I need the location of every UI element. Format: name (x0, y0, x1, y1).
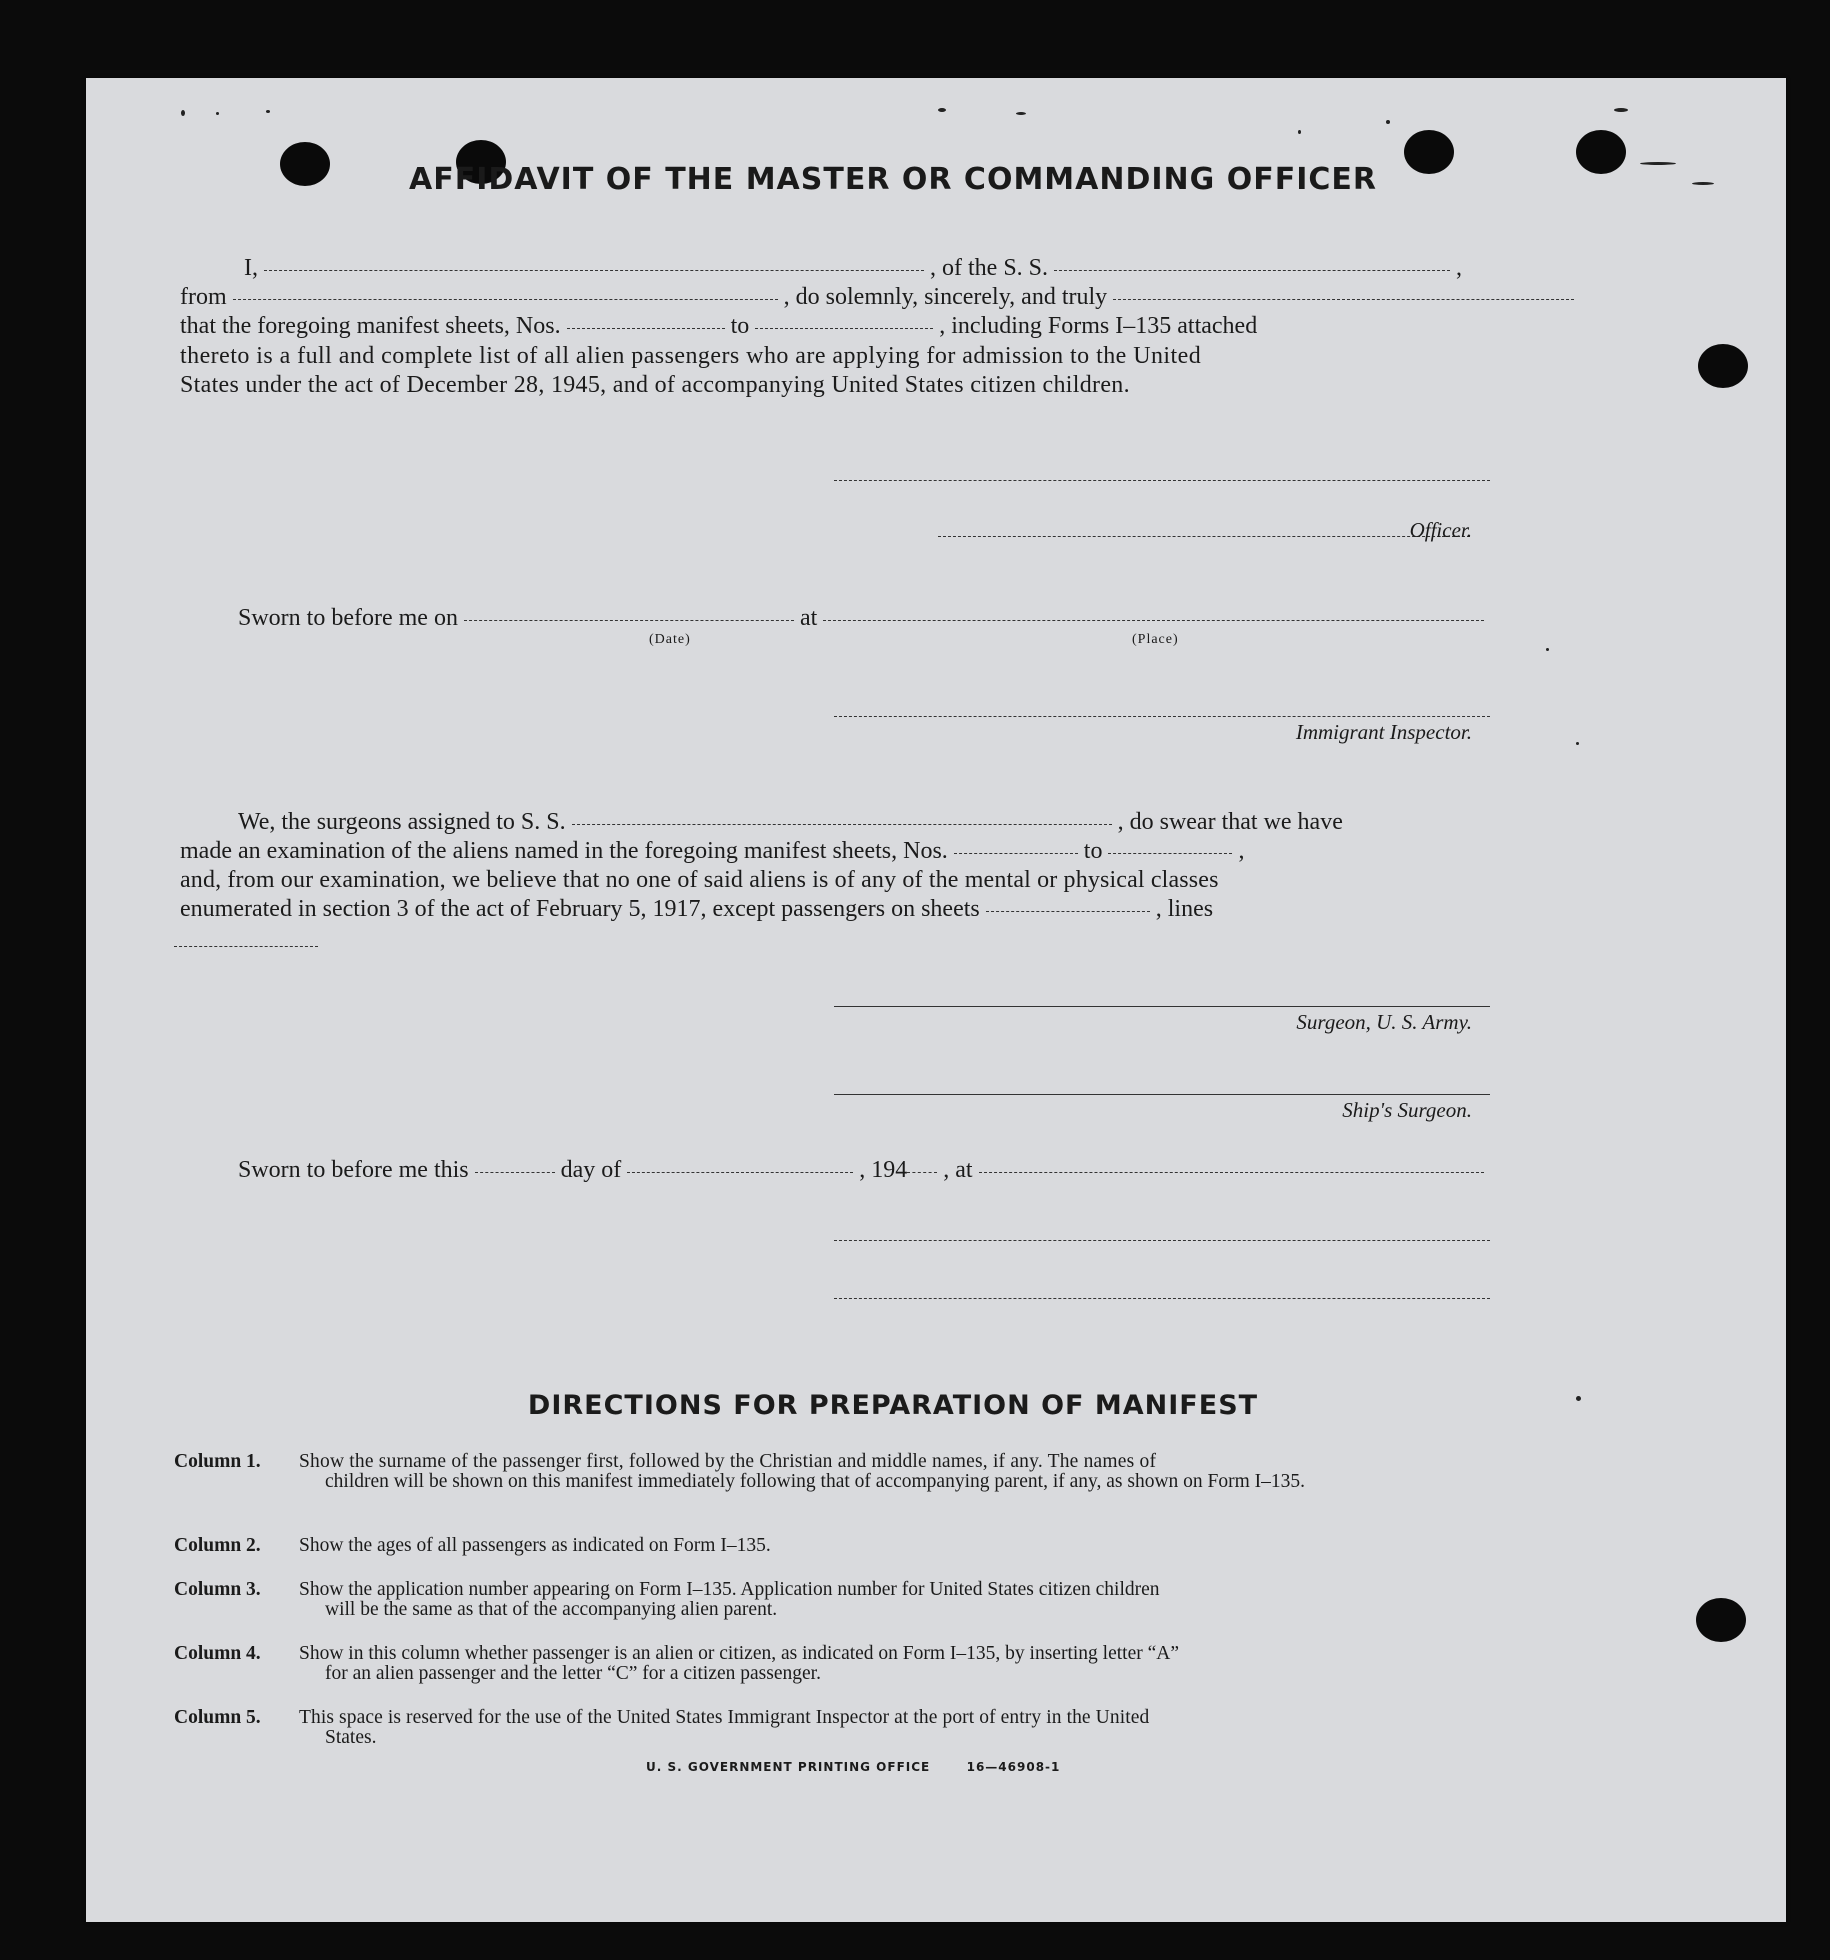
affidavit-line-2: from , do solemnly, sincerely, and truly (180, 283, 1580, 312)
affidavit-line-5: States under the act of December 28, 1945, and of accompanying United States citizen children. (180, 372, 1130, 398)
date-label: (Date) (649, 632, 691, 647)
affidavit-line-4: thereto is a full and complete list of all alien passengers who are applying for admission to the United (180, 343, 1202, 369)
swear-or-affirm-field[interactable] (1113, 299, 1574, 300)
direction-column-3: Column 3. Show the application number appearing on Form I–135. Application number for United States citizen children will be the same as that of the accompanying alien parent. (174, 1579, 1160, 1620)
officer-label: Officer. (1409, 518, 1472, 542)
affidavit-title: AFFIDAVIT OF THE MASTER OR COMMANDING OFFICER (409, 162, 1377, 197)
except-lines-field[interactable] (174, 946, 318, 947)
surgeon-line-3: and, from our examination, we believe that no one of said aliens is of any of the mental or physical classes (180, 867, 1219, 893)
officiant-signature-line[interactable] (834, 1240, 1490, 1241)
sheets-to-field[interactable] (755, 328, 933, 329)
inspector-signature-line[interactable] (834, 716, 1490, 717)
officiant-title-line[interactable] (834, 1298, 1490, 1299)
direction-column-4: Column 4. Show in this column whether passenger is an alien or citizen, as indicated on Form I–135, by inserting letter “A” for an alien passenger and the letter “C” for a citizen passenger. (174, 1643, 1179, 1684)
sheets-from-field[interactable] (567, 328, 725, 329)
sworn-year-field[interactable] (907, 1172, 937, 1173)
surgeon-sheets-to-field[interactable] (1108, 853, 1232, 854)
direction-column-1: Column 1. Show the surname of the passenger first, followed by the Christian and middle names, if any. The names of children will be shown on this manifest immediately following that of accompanying parent, if any, as shown on Form I–135. (174, 1451, 1306, 1492)
ship-name-field[interactable] (1054, 270, 1450, 271)
place-label: (Place) (1132, 632, 1179, 647)
form-code: 16—46908-1 (966, 1760, 1061, 1774)
affidavit-line-1: I, , of the S. S. , (244, 255, 1463, 281)
sworn2-place-field[interactable] (979, 1172, 1484, 1173)
sworn-date-field[interactable] (464, 620, 794, 621)
direction-column-2: Column 2. Show the ages of all passengers as indicated on Form I–135. (174, 1535, 771, 1556)
directions-title: DIRECTIONS FOR PREPARATION OF MANIFEST (527, 1390, 1259, 1421)
army-surgeon-label: Surgeon, U. S. Army. (1296, 1010, 1472, 1034)
form-page (86, 78, 1786, 1922)
printer-name: U. S. GOVERNMENT PRINTING OFFICE (646, 1760, 931, 1774)
sworn-date-place-line: Sworn to before me on at (238, 604, 1490, 633)
ship-surgeon-signature-line[interactable] (834, 1094, 1490, 1095)
inspector-label: Immigrant Inspector. (1295, 720, 1472, 744)
sworn-day-line: Sworn to before me this day of , 194 , at (238, 1156, 1490, 1185)
punch-hole (1698, 344, 1748, 388)
ship-surgeon-label: Ship's Surgeon. (1342, 1098, 1472, 1122)
sworn-place-field[interactable] (823, 620, 1484, 621)
surgeon-line-4: enumerated in section 3 of the act of February 5, 1917, except passengers on sheets , lines (180, 896, 1214, 922)
surgeon-line-2: made an examination of the aliens named in the foregoing manifest sheets, Nos. to , (180, 838, 1245, 864)
from-port-field[interactable] (233, 299, 778, 300)
surgeon-ship-field[interactable] (572, 824, 1112, 825)
army-surgeon-signature-line[interactable] (834, 1006, 1490, 1007)
direction-column-5: Column 5. This space is reserved for the use of the United States Immigrant Inspector at the port of entry in the United States. (174, 1707, 1150, 1748)
affidavit-line-3: that the foregoing manifest sheets, Nos. to , including Forms I–135 attached (180, 313, 1258, 339)
sworn-day-field[interactable] (475, 1172, 555, 1173)
sworn-month-field[interactable] (627, 1172, 853, 1173)
except-sheets-field[interactable] (986, 911, 1150, 912)
punch-hole (280, 142, 330, 186)
surgeon-sheets-from-field[interactable] (954, 853, 1078, 854)
master-signature-line[interactable] (834, 480, 1490, 481)
printer-footer (646, 1760, 1060, 1774)
master-name-field[interactable] (264, 270, 924, 271)
punch-hole (1696, 1598, 1746, 1642)
surgeon-line-1: We, the surgeons assigned to S. S. , do swear that we have (238, 809, 1343, 835)
punch-hole (1576, 130, 1626, 174)
